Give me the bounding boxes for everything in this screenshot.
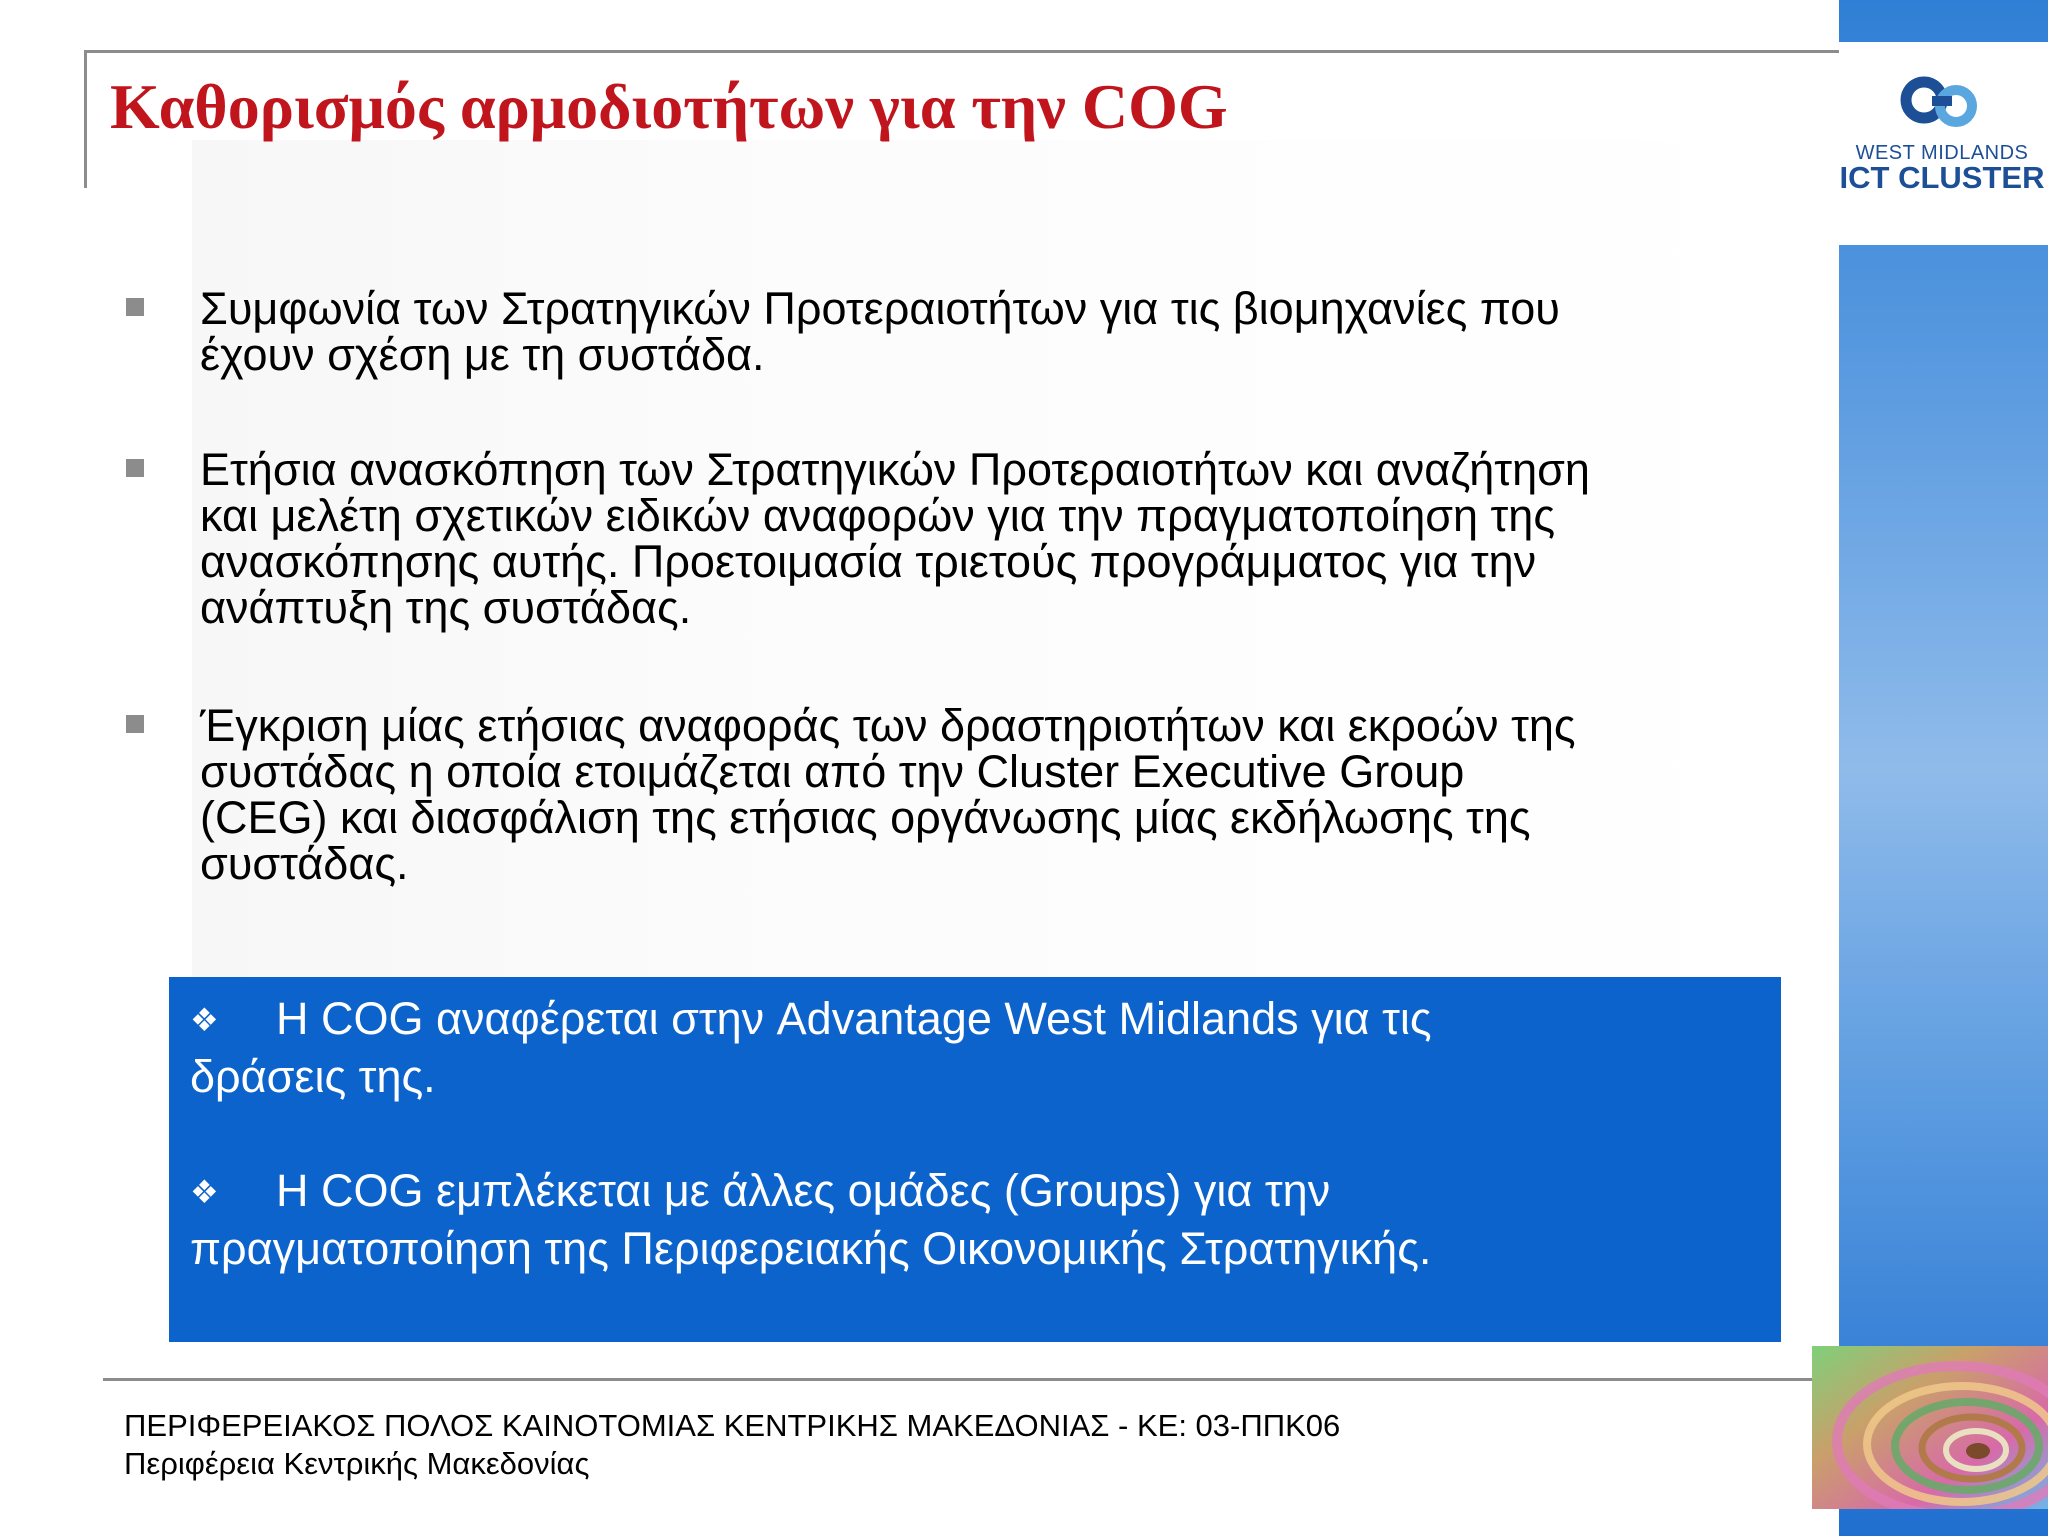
bullet-3-line-4: συστάδας. xyxy=(200,838,409,889)
bullet-1-line-2: έχουν σχέση με τη συστάδα. xyxy=(200,329,765,380)
logo-line1: WEST MIDLANDS xyxy=(1855,142,2029,164)
bullet-1-line-1: Συμφωνία των Στρατηγικών Προτεραιοτήτων για τις βιομηχανίες που xyxy=(200,283,1560,334)
box-item-2-line-1 xyxy=(190,1162,1750,1221)
title-left-rule xyxy=(84,50,87,188)
box-item-1-text-1: Η COG αναφέρεται στην Advantage West Midlands για τις xyxy=(276,993,1432,1044)
title-top-rule xyxy=(84,50,1839,53)
box-item-2-line-2: πραγματοποίηση της Περιφερειακής Οικονομικής Στρατηγικής. xyxy=(190,1223,1432,1274)
bullet-2-line-4: ανάπτυξη της συστάδας. xyxy=(200,582,692,633)
bullet-marker-2 xyxy=(126,459,144,477)
logo-line2: ICT CLUSTER xyxy=(1839,160,2045,195)
bullet-3-line-1: Έγκριση μίας ετήσιας αναφοράς των δραστηριοτήτων και εκροών της xyxy=(200,700,1576,751)
bullet-text-3 xyxy=(200,700,1810,889)
bullet-2-line-3: ανασκόπησης αυτής. Προετοιμασία τριετούς προγράμματος για την xyxy=(200,536,1537,587)
bullet-text-2 xyxy=(200,444,1810,633)
bullet-3-line-3: (CEG) και διασφάλιση της ετήσιας οργάνωσης μίας εκδήλωσης της xyxy=(200,792,1531,843)
box-item-1-line-1 xyxy=(190,990,1750,1049)
box-item-1-line-2: δράσεις της. xyxy=(190,1051,436,1102)
decorative-swirl-image xyxy=(1812,1346,2048,1509)
diamond-bullet-icon: ❖ xyxy=(190,1174,219,1210)
bullet-marker-1 xyxy=(126,298,144,316)
bullet-text-1 xyxy=(200,283,1810,380)
west-midlands-logo-icon xyxy=(1882,72,2002,132)
box-item-2-text-1: Η COG εμπλέκεται με άλλες ομάδες (Groups) για την xyxy=(276,1165,1331,1216)
bullet-2-line-2: και μελέτη σχετικών ειδικών αναφορών για την πραγματοποίηση της xyxy=(200,490,1556,541)
bullet-3-line-2: συστάδας η οποία ετοιμάζεται από την Cluster Executive Group xyxy=(200,746,1465,797)
footer-line-1: ΠΕΡΙΦΕΡΕΙΑΚΟΣ ΠΟΛΟΣ ΚΑΙΝΟΤΟΜΙΑΣ ΚΕΝΤΡΙΚΗΣ ΜΑΚΕΔΟΝΙΑΣ - ΚΕ: 03-ΠΠΚ06 xyxy=(124,1408,1341,1443)
bullet-2-line-1: Ετήσια ανασκόπηση των Στρατηγικών Προτεραιοτήτων και αναζήτηση xyxy=(200,444,1590,495)
diamond-bullet-icon: ❖ xyxy=(190,1002,219,1038)
bullet-marker-3 xyxy=(126,715,144,733)
footer-line-2: Περιφέρεια Κεντρικής Μακεδονίας xyxy=(124,1446,590,1481)
slide-title: Καθορισμός αρμοδιοτήτων για την COG xyxy=(110,71,1228,142)
footer-rule xyxy=(103,1378,1839,1381)
